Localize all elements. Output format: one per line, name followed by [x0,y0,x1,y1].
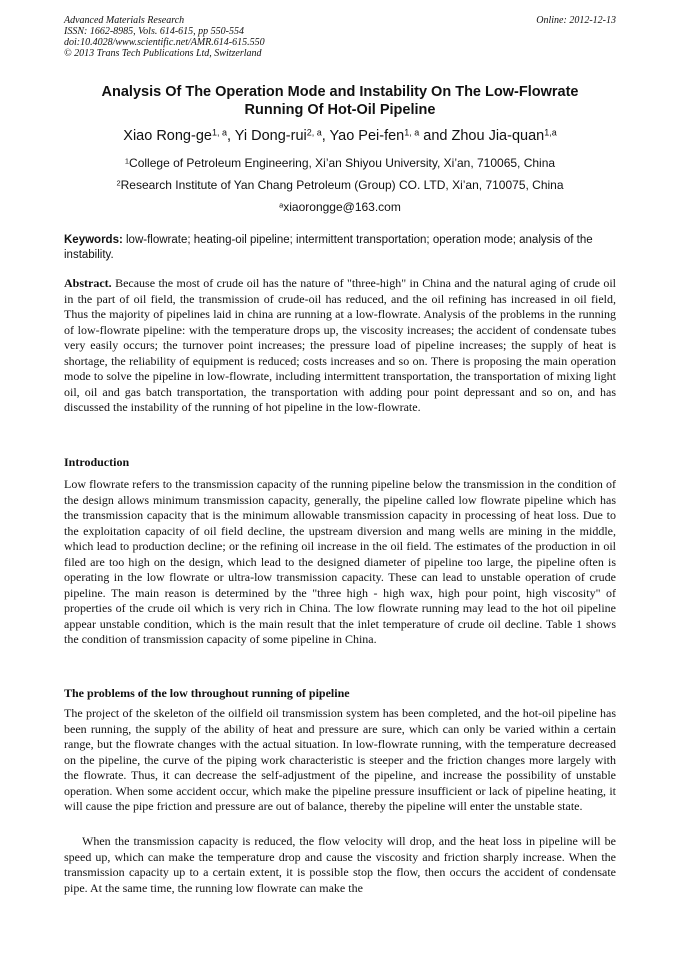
author-separator: and [419,128,452,144]
problems-heading: The problems of the low throughout running of pipeline [64,686,350,700]
author-affiliation-mark: 1,a [544,127,557,138]
author-separator: , [321,128,330,144]
keywords-label: Keywords: [64,234,123,246]
paper-title [64,83,616,119]
author-name: Xiao Rong-ge [123,128,212,144]
affiliation-text: Research Institute of Yan Chang Petroleum (Group) CO. LTD, Xi’an, 710075, China [120,178,564,192]
doi-line[interactable]: doi:10.4028/www.scientific.net/AMR.614-615.550 [64,37,265,48]
problems-paragraph-1: The project of the skeleton of the oilfield oil transmission system has been completed, and the hot-oil pipeline has been running, the supply of the ability of heat and pressure are sure, which can only be varied within a certain range, but the flowrate changes with the actual situation. In low-flowrate running, with the temperature decreased on the pipeline, the curve of the piping work characteristic is steeper and the friction changes more largely with the flowrate. Thus, it can decrease the self-adjustment of the pipeline, and increase the possibility of unstable operation. When some accident occur, which make the pipeline pressure insufficient or lack of pipeline heating, it will cause the pipe friction and pressure are out of balance, thereby the pipeline will enter the unstable state. [64,706,616,813]
author-affiliation-mark: 2, a [306,127,322,138]
author-email [64,200,616,215]
abstract-text: Because the most of crude oil has the nature of "three-high" in China and the natural aging of crude oil in the part of oil field, the transmission of crude-oil has reduced, and the oil refining has increased in oil field, Thus the majority of pipelines laid in china are running at a low-flowrate. Analysis of the problems in the running of low-flowrate pipeline: with the temperature drops up, the viscosity increases; the accident of condensate tubes very easily occurs; the turnover point increases; the pressure load of pipeline increases; the supply of heat is shortage, the reliability of equipment is reduced; costs increases and so on. There is proposing the main operation mode to solve the pipeline in low-flowrate, including intermittent transportation, the transportation of mixing light oil, oil and gas batch transportation, the transportation with adding pour point depressant and so on, and has discussed the instability of the running of hot pipeline in the low-flowrate. [64,276,616,414]
abstract-label: Abstract. [64,276,112,290]
author-separator: , [226,128,235,144]
journal-name: Advanced Materials Research [64,15,185,26]
introduction-heading: Introduction [64,455,130,469]
issn-line: ISSN: 1662-8985, Vols. 614-615, pp 550-554 [64,26,244,37]
author-list [64,127,616,145]
affiliation-mark: a [279,200,284,210]
online-date: Online: 2012-12-13 [536,15,616,26]
title-line-2: Running Of Hot-Oil Pipeline [244,102,436,118]
journal-header [64,15,616,59]
author-affiliation-mark: 1, a [404,127,420,138]
introduction-paragraph: Low flowrate refers to the transmission capacity of the running pipeline below the transmission in the condition of the design allows minimum transmission capacity, generally, the pipeline called low flowrate pipeline which has the transmission capacity that is the minimum allowable transmission capacity in processing of heat loss. Due to the exploitation capacity of oil field decline, the upstream diversion and mang wells are mining in the middle, which lead to production decline; or the refining oil increase in the oil field. The estimates of the production in oil filed are too high on the design, which lead to the designed diameter of pipeline too large, the pipeline often is operating in the low flowrate or ultra-low transmission capacity. These can lead to unstable operation of crude pipeline. The main reason is determined by the "three high - high wax, high pour point, high viscosity" of properties of the crude oil which is very rich in China. The low flowrate running may lead to the hot oil pipeline appear unstable condition, which is the main result that the inlet temperature of crude oil decline. Table 1 shows the condition of transmission capacity of some pipeline in China. [64,477,616,646]
problems-paragraph-2-text: When the transmission capacity is reduced, the flow velocity will drop, and the heat loss in pipeline will be speed up, which can make the temperature drop and cause the viscosity and friction sharply increase. When the transmission capacity up to a certain extent, it is possible stop the flow, then occurs the accident of condensate pipe. At the same time, the running low flowrate can make the [64,834,616,895]
affiliation-mark: 2 [116,178,121,188]
keywords-text: low-flowrate; heating-oil pipeline; intermittent transportation; operation mode; analysis of the instability. [64,234,593,261]
affiliation-2 [64,178,616,193]
problems-paragraph-2 [64,834,616,896]
copyright-line: © 2013 Trans Tech Publications Ltd, Switzerland [64,48,262,59]
keywords [64,233,616,263]
affiliation-mark: 1 [124,156,130,166]
abstract [64,276,616,416]
author-name: Zhou Jia-quan [451,128,545,144]
author-name: Yi Dong-rui [234,128,307,144]
email-text[interactable]: xiaorongge@163.com [283,200,401,214]
affiliation-1 [64,156,616,171]
affiliation-text: College of Petroleum Engineering, Xi’an Shiyou University, Xi’an, 710065, China [129,156,556,170]
author-affiliation-mark: 1, a [211,127,227,138]
title-line-1: Analysis Of The Operation Mode and Instability On The Low-Flowrate [101,84,579,100]
author-name: Yao Pei-fen [329,128,405,144]
